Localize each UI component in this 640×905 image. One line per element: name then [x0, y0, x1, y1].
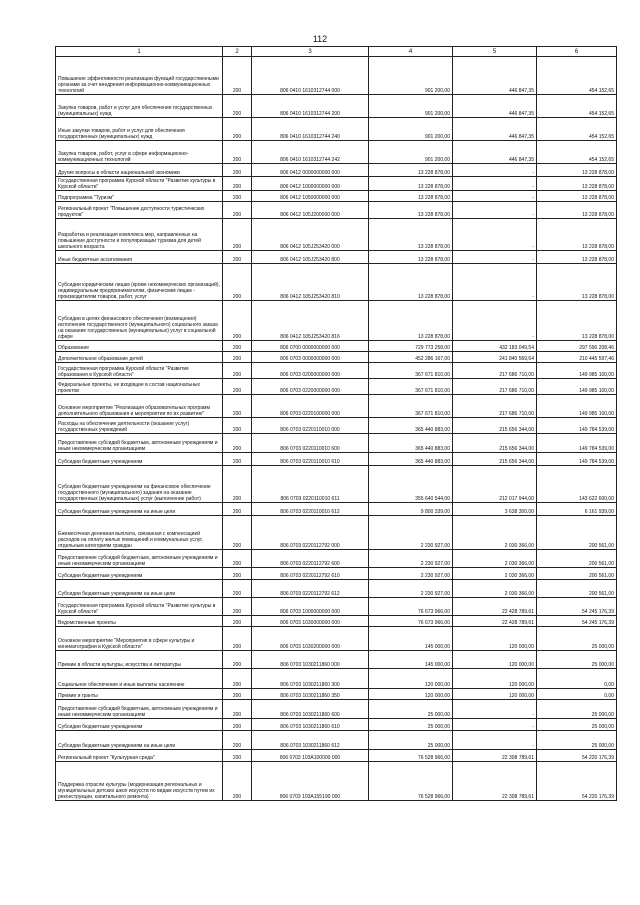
table-row	[56, 762, 617, 801]
table-row	[56, 466, 617, 503]
row-name: Государственная программа Курской области "Развитие образования в Курской области"	[56, 363, 223, 379]
row-classification: 806 0703 0220110010 000	[252, 418, 369, 434]
row-classification: 806 0703 0220112792 000	[252, 516, 369, 550]
row-executed: -	[453, 164, 537, 177]
row-code: 200	[223, 598, 252, 616]
row-code: 200	[223, 251, 252, 264]
row-classification: 806 0412 105J253420 810	[252, 264, 369, 301]
row-executed: -	[453, 301, 537, 341]
row-unexecuted: 454 152,65	[537, 57, 617, 95]
row-executed: 241 840 569,64	[453, 352, 537, 363]
row-name: Разработка и реализация комплекса мер, направленных на повышение доступности и популяризации туризма для детей школьного возраста	[56, 219, 223, 251]
row-name: Ежемесячная денежная выплата, связанная с компенсацией расходов на оплату жилых помещений и коммунальных услуг, отдельным категориям граждан	[56, 516, 223, 550]
row-classification: 806 0412 105J200000 000	[252, 202, 369, 219]
row-approved: 76 528 966,00	[369, 762, 453, 801]
table-row	[56, 379, 617, 395]
row-classification: 806 0410 1610312744 242	[252, 141, 369, 164]
row-code: 200	[223, 341, 252, 352]
row-name: Субсидии бюджетным учреждениям на иные цели	[56, 580, 223, 598]
row-unexecuted: 149 985 100,00	[537, 395, 617, 418]
row-classification: 806 0703 1030211860 350	[252, 689, 369, 700]
row-name: Подпрограмма "Туризм"	[56, 191, 223, 202]
row-code: 200	[223, 700, 252, 719]
row-unexecuted: 149 784 539,00	[537, 453, 617, 466]
row-code: 200	[223, 762, 252, 801]
row-approved: 76 673 966,00	[369, 598, 453, 616]
table-row	[56, 616, 617, 627]
row-classification: 806 0703 1000000000 000	[252, 598, 369, 616]
row-approved: 120 000,00	[369, 669, 453, 689]
row-approved: 2 230 927,00	[369, 550, 453, 568]
row-approved: 25 000,00	[369, 719, 453, 731]
row-unexecuted: 149 985 100,00	[537, 379, 617, 395]
row-code: 200	[223, 164, 252, 177]
row-executed: 215 656 344,00	[453, 434, 537, 453]
table-row	[56, 669, 617, 689]
row-code: 200	[223, 395, 252, 418]
row-approved: 901 200,00	[369, 118, 453, 141]
row-name: Основное мероприятие "Реализация образовательных программ дополнительного образования и мероприятия по их развитию"	[56, 395, 223, 418]
row-code: 200	[223, 191, 252, 202]
row-unexecuted: 13 228 878,00	[537, 301, 617, 341]
row-code: 200	[223, 719, 252, 731]
row-name: Ведомственные проекты	[56, 616, 223, 627]
row-name: Премии и гранты	[56, 689, 223, 700]
row-executed: -	[453, 264, 537, 301]
row-approved: 145 000,00	[369, 627, 453, 651]
row-approved: 13 228 878,00	[369, 301, 453, 341]
row-approved: 365 440 883,00	[369, 434, 453, 453]
row-approved: 13 228 878,00	[369, 164, 453, 177]
row-code: 200	[223, 418, 252, 434]
row-code: 200	[223, 177, 252, 191]
row-approved: 452 286 167,00	[369, 352, 453, 363]
row-code: 200	[223, 627, 252, 651]
row-code: 200	[223, 301, 252, 341]
column-header: 5	[453, 47, 537, 57]
row-executed: -	[453, 191, 537, 202]
table-row	[56, 516, 617, 550]
table-row	[56, 719, 617, 731]
row-name: Субсидии бюджетным учреждениям на иные цели	[56, 503, 223, 516]
row-classification: 806 0412 105J253420 800	[252, 251, 369, 264]
row-approved: 13 228 878,00	[369, 251, 453, 264]
row-executed: 22 428 789,61	[453, 598, 537, 616]
row-approved: 901 200,00	[369, 95, 453, 118]
row-name: Субсидии бюджетным учреждениям	[56, 453, 223, 466]
row-name: Предоставление субсидий бюджетным, автономным учреждениям и иным некоммерческим организациям	[56, 550, 223, 568]
row-executed: 3 638 300,00	[453, 503, 537, 516]
row-approved: 76 528 966,00	[369, 750, 453, 762]
row-approved: 13 228 878,00	[369, 177, 453, 191]
row-code: 200	[223, 651, 252, 669]
column-header: 4	[369, 47, 453, 57]
row-executed: 2 030 366,00	[453, 580, 537, 598]
row-classification: 806 0410 1610312744 000	[252, 57, 369, 95]
row-approved: 729 773 258,00	[369, 341, 453, 352]
row-code: 200	[223, 57, 252, 95]
table-row	[56, 141, 617, 164]
row-name: Иные закупки товаров, работ и услуг для обеспечения государственных (муниципальных) нужд	[56, 118, 223, 141]
row-code: 200	[223, 379, 252, 395]
row-unexecuted: 13 228 878,00	[537, 251, 617, 264]
row-name: Расходы на обеспечение деятельности (оказание услуг) государственных учреждений	[56, 418, 223, 434]
row-executed: 432 183 049,54	[453, 341, 537, 352]
row-classification: 806 0700 0000000000 000	[252, 341, 369, 352]
row-name: Государственная программа Курской области "Развитие культуры в Курской области"	[56, 177, 223, 191]
row-executed: 215 656 344,00	[453, 418, 537, 434]
row-code: 200	[223, 750, 252, 762]
row-classification: 806 0703 1030211860 000	[252, 651, 369, 669]
row-classification: 806 0703 1030000000 000	[252, 616, 369, 627]
row-approved: 901 200,00	[369, 57, 453, 95]
row-approved: 120 000,00	[369, 689, 453, 700]
row-classification: 806 0703 0220112792 612	[252, 580, 369, 598]
row-unexecuted: 54 220 176,39	[537, 762, 617, 801]
row-code: 200	[223, 202, 252, 219]
row-executed: 120 000,00	[453, 627, 537, 651]
row-classification: 806 0703 1030211860 610	[252, 719, 369, 731]
row-unexecuted: 13 228 878,00	[537, 164, 617, 177]
row-name: Повышение эффективности реализации функций государственными органами за счет внедрения информационно-коммуникационных технологий	[56, 57, 223, 95]
row-executed: 120 000,00	[453, 651, 537, 669]
row-executed: 215 656 344,00	[453, 453, 537, 466]
row-executed: -	[453, 719, 537, 731]
row-unexecuted: 54 220 176,39	[537, 750, 617, 762]
row-unexecuted: 13 228 878,00	[537, 202, 617, 219]
row-unexecuted: 143 622 600,00	[537, 466, 617, 503]
row-unexecuted: 13 228 878,00	[537, 177, 617, 191]
row-unexecuted: 149 784 539,00	[537, 418, 617, 434]
row-name: Дополнительное образование детей	[56, 352, 223, 363]
row-name: Образование	[56, 341, 223, 352]
table-row	[56, 418, 617, 434]
row-approved: 365 440 883,00	[369, 453, 453, 466]
row-classification: 806 0703 0220112792 610	[252, 568, 369, 580]
row-approved: 13 228 878,00	[369, 202, 453, 219]
row-executed: 120 000,00	[453, 689, 537, 700]
row-code: 200	[223, 264, 252, 301]
row-name: Субсидии юридическим лицам (кроме некоммерческих организаций), индивидуальным предпринимателям, физическим лицам - производителям товаров, работ, услуг	[56, 264, 223, 301]
row-unexecuted: 454 152,65	[537, 141, 617, 164]
column-header: 6	[537, 47, 617, 57]
row-code: 200	[223, 503, 252, 516]
table-row	[56, 352, 617, 363]
row-executed: 446 847,35	[453, 57, 537, 95]
table-row	[56, 731, 617, 750]
row-name: Субсидии бюджетным учреждениям на иные цели	[56, 731, 223, 750]
row-executed: 120 000,00	[453, 669, 537, 689]
row-classification: 806 0703 1030211860 612	[252, 731, 369, 750]
column-header: 1	[56, 47, 223, 57]
column-header: 2	[223, 47, 252, 57]
row-unexecuted: 200 561,00	[537, 568, 617, 580]
table-row	[56, 57, 617, 95]
row-code: 200	[223, 616, 252, 627]
table-row	[56, 598, 617, 616]
row-name: Региональный проект "Культурная среда"	[56, 750, 223, 762]
table-row	[56, 301, 617, 341]
row-unexecuted: 200 561,00	[537, 516, 617, 550]
row-approved: 2 230 927,00	[369, 580, 453, 598]
row-unexecuted: 454 152,65	[537, 95, 617, 118]
row-executed: 446 847,35	[453, 141, 537, 164]
table-row	[56, 689, 617, 700]
row-executed: 2 030 366,00	[453, 550, 537, 568]
row-name: Субсидии бюджетным учреждениям на финансовое обеспечение государственного (муниципального) задания на оказание государственных (муниципальных) услуг (выполнение работ)	[56, 466, 223, 503]
row-unexecuted: 200 561,00	[537, 550, 617, 568]
row-classification: 806 0703 103A155190 000	[252, 762, 369, 801]
table-row	[56, 191, 617, 202]
table-row	[56, 651, 617, 669]
row-unexecuted: 0,00	[537, 689, 617, 700]
row-executed: 446 847,35	[453, 95, 537, 118]
table-row	[56, 750, 617, 762]
row-classification: 806 0703 0220110010 611	[252, 466, 369, 503]
row-unexecuted: 200 561,00	[537, 580, 617, 598]
budget-table-container	[55, 46, 614, 801]
table-header-row	[56, 47, 617, 57]
table-row	[56, 363, 617, 379]
row-unexecuted: 13 228 878,00	[537, 191, 617, 202]
row-unexecuted: 25 000,00	[537, 651, 617, 669]
table-row	[56, 453, 617, 466]
row-approved: 25 000,00	[369, 700, 453, 719]
row-executed: -	[453, 251, 537, 264]
row-approved: 2 230 927,00	[369, 516, 453, 550]
row-approved: 367 671 810,00	[369, 379, 453, 395]
row-code: 200	[223, 434, 252, 453]
row-name: Предоставление субсидий бюджетным, автономным учреждениям и иным некоммерческим организациям	[56, 700, 223, 719]
row-classification: 806 0412 1000000000 000	[252, 177, 369, 191]
row-executed: -	[453, 202, 537, 219]
row-unexecuted: 149 784 539,00	[537, 434, 617, 453]
row-executed: 22 428 789,61	[453, 616, 537, 627]
row-name: Закупка товаров, работ, услуг в сфере информационно-коммуникационных технологий	[56, 141, 223, 164]
row-classification: 806 0412 0000000000 000	[252, 164, 369, 177]
table-row	[56, 550, 617, 568]
row-executed: 217 686 710,00	[453, 395, 537, 418]
row-code: 200	[223, 118, 252, 141]
table-row	[56, 164, 617, 177]
row-unexecuted: 54 245 176,39	[537, 598, 617, 616]
row-unexecuted: 25 000,00	[537, 719, 617, 731]
row-code: 200	[223, 95, 252, 118]
table-row	[56, 627, 617, 651]
row-code: 200	[223, 669, 252, 689]
row-classification: 806 0703 0200000000 000	[252, 363, 369, 379]
column-header: 3	[252, 47, 369, 57]
row-classification: 806 0412 105J253420 816	[252, 301, 369, 341]
table-row	[56, 341, 617, 352]
row-unexecuted: 0,00	[537, 669, 617, 689]
row-executed: 2 030 366,00	[453, 516, 537, 550]
row-executed: -	[453, 177, 537, 191]
row-approved: 145 000,00	[369, 651, 453, 669]
row-name: Социальное обеспечение и иные выплаты населению	[56, 669, 223, 689]
row-code: 200	[223, 550, 252, 568]
row-name: Государственная программа Курской области "Развитие культуры в Курской области"	[56, 598, 223, 616]
row-approved: 367 671 810,00	[369, 395, 453, 418]
table-row	[56, 264, 617, 301]
row-approved: 13 228 878,00	[369, 264, 453, 301]
row-executed: 22 308 789,61	[453, 762, 537, 801]
row-name: Иные бюджетные ассигнования	[56, 251, 223, 264]
row-classification: 806 0703 1030211860 600	[252, 700, 369, 719]
row-classification: 806 0410 1610312744 200	[252, 95, 369, 118]
row-approved: 76 673 966,00	[369, 616, 453, 627]
row-unexecuted: 149 985 100,00	[537, 363, 617, 379]
row-unexecuted: 6 161 939,00	[537, 503, 617, 516]
row-code: 200	[223, 141, 252, 164]
row-classification: 806 0703 0220110010 612	[252, 503, 369, 516]
row-name: Предоставление субсидий бюджетным, автономным учреждениям и иным некоммерческим организациям	[56, 434, 223, 453]
table-row	[56, 434, 617, 453]
row-unexecuted: 13 228 878,00	[537, 219, 617, 251]
row-code: 200	[223, 689, 252, 700]
row-unexecuted: 25 000,00	[537, 627, 617, 651]
row-executed: 212 017 944,00	[453, 466, 537, 503]
row-classification: 806 0703 0000000000 000	[252, 352, 369, 363]
row-name: Другие вопросы в области национальной экономики	[56, 164, 223, 177]
row-classification: 806 0703 103A100000 000	[252, 750, 369, 762]
row-name: Региональный проект "Повышение доступности туристических продуктов"	[56, 202, 223, 219]
table-row	[56, 118, 617, 141]
row-unexecuted: 454 152,65	[537, 118, 617, 141]
row-classification: 806 0703 1030200000 000	[252, 627, 369, 651]
row-classification: 806 0703 1030211860 300	[252, 669, 369, 689]
row-name: Премии в области культуры, искусства и литературы	[56, 651, 223, 669]
row-code: 200	[223, 219, 252, 251]
row-code: 200	[223, 568, 252, 580]
row-code: 200	[223, 516, 252, 550]
row-executed: 217 686 710,00	[453, 379, 537, 395]
row-classification: 806 0410 1610312744 240	[252, 118, 369, 141]
table-row	[56, 251, 617, 264]
row-executed: 22 308 789,61	[453, 750, 537, 762]
row-name: Субсидии в целях финансового обеспечения (возмещения) исполнения государственного (муниципального) социального заказа на оказание государственных (муниципальных) услуг в социальной сфере	[56, 301, 223, 341]
row-approved: 355 640 544,00	[369, 466, 453, 503]
row-approved: 367 671 810,00	[369, 363, 453, 379]
row-executed: 2 030 366,00	[453, 568, 537, 580]
row-classification: 806 0703 0220110010 600	[252, 434, 369, 453]
row-classification: 806 0412 1050000000 000	[252, 191, 369, 202]
row-approved: 2 230 927,00	[369, 568, 453, 580]
row-approved: 13 228 878,00	[369, 191, 453, 202]
row-name: Закупка товаров, работ и услуг для обеспечения государственных (муниципальных) нужд	[56, 95, 223, 118]
row-name: Основное мероприятие "Мероприятия в сфере культуры и кинематографии в Курской области"	[56, 627, 223, 651]
row-executed: -	[453, 700, 537, 719]
table-row	[56, 219, 617, 251]
row-unexecuted: 25 000,00	[537, 731, 617, 750]
row-name: Федеральные проекты, не входящие в состав национальных проектов	[56, 379, 223, 395]
table-row	[56, 700, 617, 719]
table-row	[56, 580, 617, 598]
table-row	[56, 95, 617, 118]
row-executed: -	[453, 219, 537, 251]
row-code: 200	[223, 363, 252, 379]
table-row	[56, 568, 617, 580]
row-unexecuted: 13 228 878,00	[537, 264, 617, 301]
row-classification: 806 0703 0220110010 610	[252, 453, 369, 466]
budget-execution-table	[55, 46, 617, 801]
table-row	[56, 503, 617, 516]
row-name: Субсидии бюджетным учреждениям	[56, 719, 223, 731]
row-unexecuted: 54 245 176,39	[537, 616, 617, 627]
row-code: 200	[223, 731, 252, 750]
row-executed: 217 686 710,00	[453, 363, 537, 379]
row-approved: 365 440 883,00	[369, 418, 453, 434]
row-code: 200	[223, 466, 252, 503]
table-row	[56, 177, 617, 191]
row-executed: 446 847,35	[453, 118, 537, 141]
row-approved: 13 228 878,00	[369, 219, 453, 251]
table-row	[56, 202, 617, 219]
row-executed: -	[453, 731, 537, 750]
row-classification: 806 0703 0220000000 000	[252, 379, 369, 395]
row-classification: 806 0412 105J253420 000	[252, 219, 369, 251]
row-approved: 901 200,00	[369, 141, 453, 164]
row-approved: 9 800 339,00	[369, 503, 453, 516]
page-number: 112	[312, 34, 328, 44]
row-name: Поддержка отрасли культуры (модернизация региональных и муниципальных детских школ искусств по видам искусств путем их реконструкции, капитального ремонта)	[56, 762, 223, 801]
row-name: Субсидии бюджетным учреждениям	[56, 568, 223, 580]
row-classification: 806 0703 0220100000 000	[252, 395, 369, 418]
row-classification: 806 0703 0220112792 600	[252, 550, 369, 568]
row-code: 200	[223, 580, 252, 598]
row-unexecuted: 297 590 208,46	[537, 341, 617, 352]
row-unexecuted: 25 000,00	[537, 700, 617, 719]
row-code: 200	[223, 352, 252, 363]
table-row	[56, 395, 617, 418]
row-approved: 25 000,00	[369, 731, 453, 750]
row-code: 200	[223, 453, 252, 466]
row-unexecuted: 210 445 597,46	[537, 352, 617, 363]
